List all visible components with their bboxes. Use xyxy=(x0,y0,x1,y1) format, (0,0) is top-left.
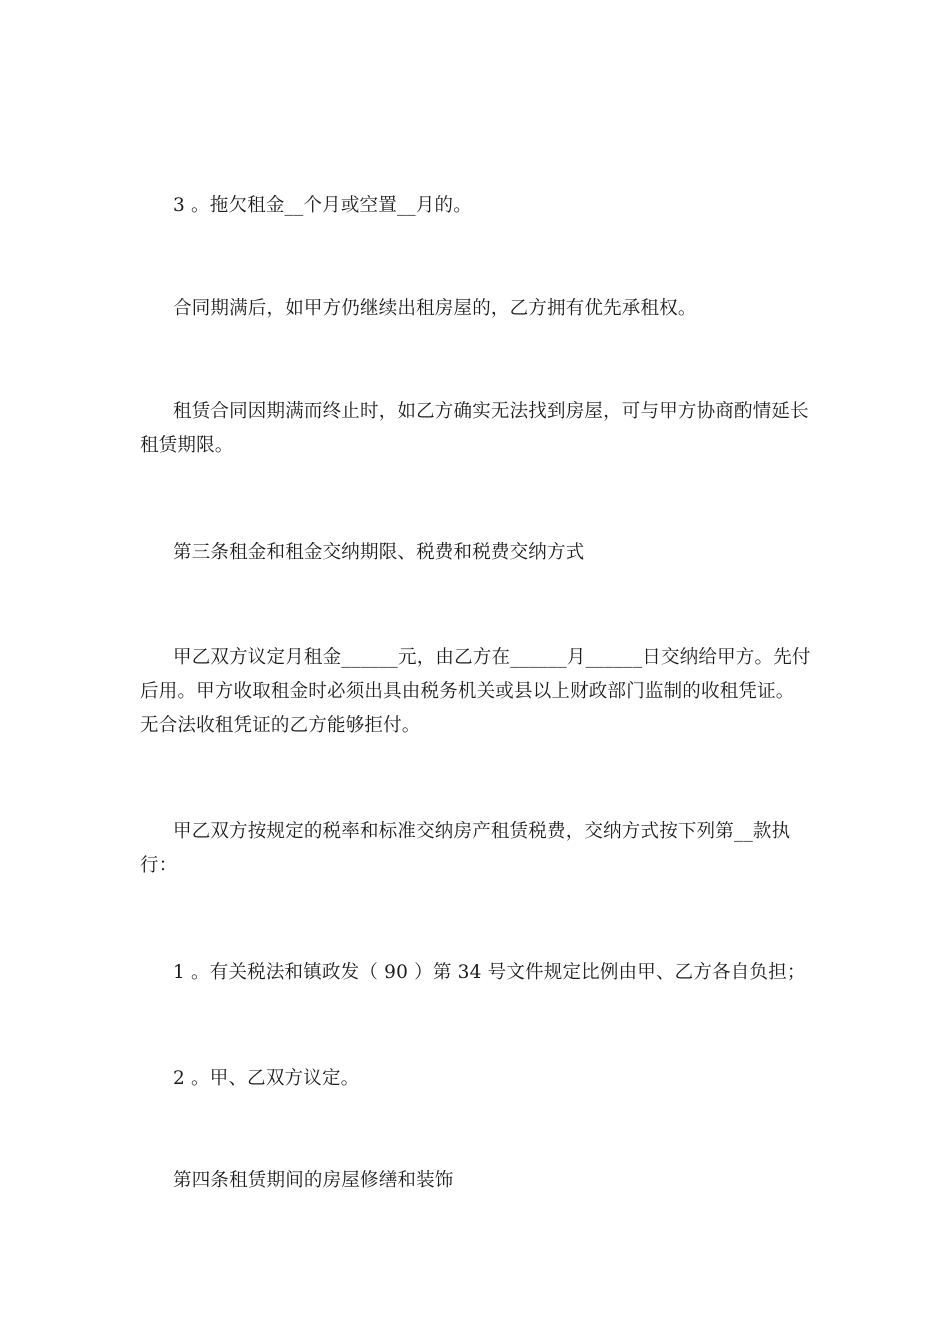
section-heading-article-4: 第四条租赁期间的房屋修缮和装饰 xyxy=(173,1170,454,1191)
paragraph-lease-extension: 租赁合同因期满而终止时，如乙方确实无法找到房屋，可与甲方协商酌情延长租赁期限。 xyxy=(140,401,809,456)
list-item-tax-option-2: 2 。甲、乙双方议定。 xyxy=(173,1068,360,1089)
paragraph-tax-payment: 甲乙双方按规定的税率和标准交纳房产租赁税费，交纳方式按下列第__款执行： xyxy=(140,821,791,876)
paragraph-monthly-rent: 甲乙双方议定月租金______元，由乙方在______月______日交纳给甲方。先付后用。甲方收取租金时必须出具由税务机关或县以上财政部门监制的收租凭证。无合法收租凭证的乙方能够拒付。 xyxy=(140,647,811,736)
section-heading-article-3: 第三条租金和租金交纳期限、税费和税费交纳方式 xyxy=(173,542,585,563)
paragraph-priority-lease: 合同期满后，如甲方仍继续出租房屋的，乙方拥有优先承租权。 xyxy=(173,298,697,319)
list-item-tax-option-1: 1 。有关税法和镇政发（ 90 ）第 34 号文件规定比例由甲、乙方各自负担； xyxy=(173,962,806,983)
paragraph-overdue-rent: 3 。拖欠租金__个月或空置__月的。 xyxy=(173,195,472,216)
